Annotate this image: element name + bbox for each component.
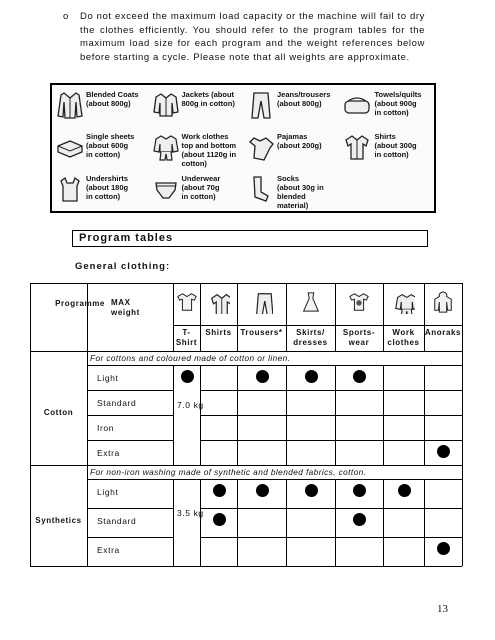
suitable-dot [305,484,318,497]
sub-programme: Extra [97,545,120,555]
page-number: 13 [437,603,448,615]
max-weight-value: 7.0 kg [177,400,204,410]
table-rule [200,479,201,566]
suitable-dot [256,370,269,383]
garment-header: Sports- wear [342,328,376,347]
table-rule [30,566,462,567]
towel-icon [342,90,372,120]
programme-name: Cotton [43,408,74,417]
table-rule [30,351,462,352]
group-note: For non-iron washing made of synthetic and blended fabrics, cotton. [90,467,367,477]
weight-item [148,85,244,127]
shirt-icon [342,132,372,162]
programme-name: Synthetics [35,515,82,525]
table-rule [237,479,238,566]
trousers-icon [246,90,276,120]
trousers-icon [251,290,273,314]
table-rule [87,415,173,416]
suitable-dot [305,370,318,383]
weight-label: Undershirts (about 180g in cotton) [86,174,129,201]
coat-icon [55,90,85,120]
table-rule [200,390,462,391]
suitable-dot [181,370,194,383]
garment-header: T- Shirt [175,328,198,347]
table-rule [87,508,173,509]
weight-item [52,85,148,127]
weight-item [243,127,339,169]
weight-item [52,169,148,211]
sub-programme: Extra [97,448,120,458]
weight-item [243,85,339,127]
general-clothing-heading: General clothing: [75,261,171,272]
weight-label: Socks (about 30g in blended material) [277,174,324,210]
undershirt-icon [55,174,85,204]
garment-header: Anoraks [424,328,462,337]
sub-programme: Light [97,487,119,497]
suitable-dot [256,484,269,497]
suitable-dot [353,370,366,383]
weight-item [148,127,244,169]
table-rule [173,325,462,326]
suitable-dot [353,484,366,497]
table-rule [200,440,462,441]
suitable-dot [437,445,450,458]
intro-paragraph [63,10,425,64]
table-rule [87,537,173,538]
table-rule [200,537,462,538]
weight-label: Towels/quilts (about 900g in cotton) [374,90,422,117]
workclothes-icon [151,132,181,162]
garment-header: Shirts [205,328,232,337]
shirt-icon [208,290,230,314]
weight-item [339,85,435,127]
table-rule [173,479,174,566]
weight-label: Work clothes top and bottom (about 1120g in cotton) [181,132,237,168]
table-rule [335,479,336,566]
table-rule [87,365,462,366]
intro-text: Do not exceed the maximum load capacity or the machine will fail to dry the clothes efficiently. You should refer to the program tables for the maximum load size for each program and the weight references below before starting a cycle. Please note that all weights are approximate. [80,11,425,63]
table-rule [87,390,173,391]
garment-header: Trousers* [240,328,283,337]
table-rule [200,415,462,416]
table-rule [87,440,173,441]
sub-programme: Standard [97,398,137,408]
table-rule [30,465,462,466]
weight-item [52,127,148,169]
suitable-dot [398,484,411,497]
suitable-dot [437,542,450,555]
table-rule [173,365,174,465]
weight-reference-grid [50,83,436,213]
programme-header: Programme [55,299,105,308]
table-rule [200,508,462,509]
anorak-icon [432,290,454,314]
sheet-icon [55,132,85,162]
table-rule [424,479,425,566]
suitable-dot [213,484,226,497]
weight-item [339,127,435,169]
dress-icon [300,290,322,314]
sub-programme: Iron [97,423,115,433]
weight-item [148,169,244,211]
group-note: For cottons and coloured made of cotton or linen. [90,353,291,363]
table-rule [286,479,287,566]
weight-label: Shirts (about 300g in cotton) [374,132,417,159]
program-tables-heading: Program tables [72,230,428,247]
sportswear-icon [348,290,370,314]
jacket-icon [151,90,181,120]
max-weight-value: 3.5 kg [177,507,204,518]
weight-label: Jeans/trousers (about 800g) [277,90,331,108]
weight-item [243,169,339,211]
underwear-icon [151,174,181,204]
table-rule [383,479,384,566]
weight-label: Pajamas (about 200g) [277,132,322,150]
table-rule [462,283,463,566]
table-rule [424,283,425,351]
garment-header: Skirts/ dresses [293,328,328,347]
sub-programme: Standard [97,516,137,526]
pajamas-icon [246,132,276,162]
program-table [30,283,462,567]
table-rule [237,283,238,351]
weight-label: Underwear (about 70g in cotton) [181,174,221,201]
table-rule [30,283,462,284]
max-weight-header: MAX weight [111,298,140,317]
table-rule [87,479,462,480]
garment-header: Work clothes [387,328,420,347]
table-rule [200,283,201,351]
tshirt-icon [176,290,198,314]
socks-icon [246,174,276,204]
weight-label: Blended Coats (about 800g) [86,90,139,108]
weight-label: Jackets (about 800g in cotton) [181,90,235,108]
sub-programme: Light [97,373,119,383]
table-rule [87,283,88,566]
bullet-marker: o [63,11,69,22]
weight-label: Single sheets (about 600g in cotton) [86,132,135,159]
suitable-dot [353,513,366,526]
workclothes-icon [393,290,415,314]
